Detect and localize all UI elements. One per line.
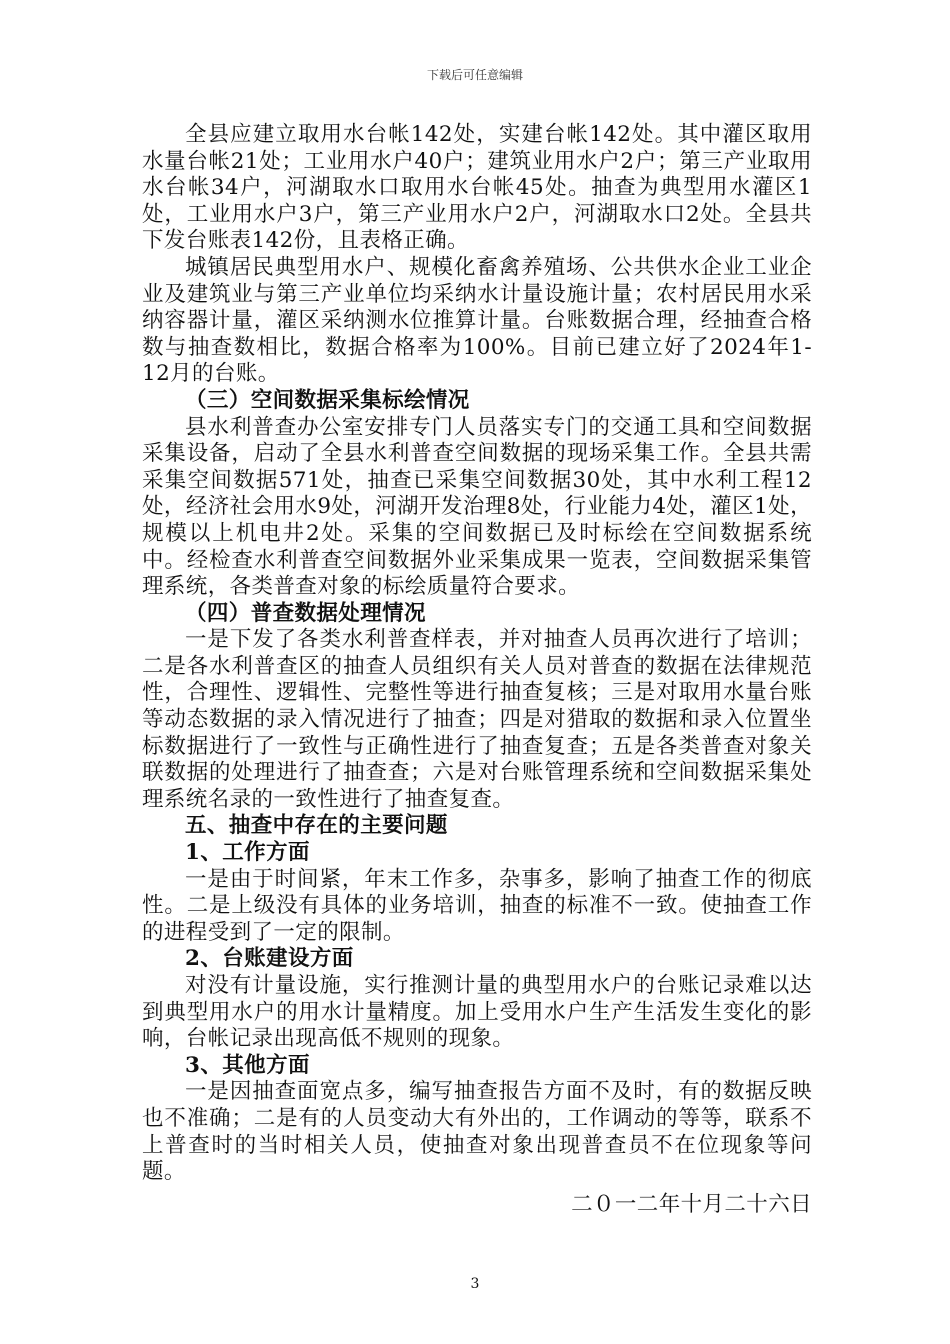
heading-main-problems: 五、抽查中存在的主要问题 [185, 813, 448, 839]
heading-work-aspect: 1、工作方面 [185, 840, 310, 866]
paragraph-ledger-count: 全县应建立取用水台帐142处，实建台帐142处。其中灌区取用水量台帐21处；工业用水户40户；建筑业用水户2户；第三产业取用水台帐34户，河湖取水口取用水台帐45处。抽查为典型用水灌区1处，工业用水户3户，第三产业用水户2户，河湖取水口2处。全县共下发台账表142份，且表格正确。 [142, 122, 812, 254]
paragraph-work-aspect: 一是由于时间紧，年末工作多，杂事多，影响了抽查工作的彻底性。二是上级没有具体的业务培训，抽查的标准不一致。使抽查工作的进程受到了一定的限制。 [142, 866, 812, 945]
document-date: 二０一二年十月二十六日 [571, 1191, 812, 1217]
paragraph-data-processing: 一是下发了各类水利普查样表，并对抽查人员再次进行了培训；二是各水利普查区的抽查人员组织有关人员对普查的数据在法律规范性，合理性、逻辑性、完整性等进行抽查复核；三是对取用水量台账等动态数据的录入情况进行了抽查；四是对猎取的数据和录入位置坐标数据进行了一致性与正确性进行了抽查复查；五是各类普查对象关联数据的处理进行了抽查查；六是对台账管理系统和空间数据采集处理系统名录的一致性进行了抽查复查。 [142, 627, 812, 812]
page-number: 3 [470, 1276, 480, 1292]
heading-spatial-data: （三）空间数据采集标绘情况 [185, 387, 470, 413]
paragraph-spatial-data: 县水利普查办公室安排专门人员落实专门的交通工具和空间数据采集设备，启动了全县水利普查空间数据的现场采集工作。全县共需采集空间数据571处，抽查已采集空间数据30处，其中水利工程12处，经济社会用水9处，河湖开发治理8处，行业能力4处，灌区1处，规模以上机电井2处。采集的空间数据已及时标绘在空间数据系统中。经检查水利普查空间数据外业采集成果一览表，空间数据采集管理系统，各类普查对象的标绘质量符合要求。 [142, 414, 812, 600]
paragraph-ledger-aspect: 对没有计量设施，实行推测计量的典型用水户的台账记录难以达到典型用水户的用水计量精度。加上受用水户生产生活发生变化的影响，台帐记录出现高低不规则的现象。 [142, 973, 812, 1052]
paragraph-other-aspect: 一是因抽查面宽点多，编写抽查报告方面不及时，有的数据反映也不准确；二是有的人员变动大有外出的，工作调动的等等，联系不上普查时的当时相关人员，使抽查对象出现普查员不在位现象等问题。 [142, 1079, 812, 1185]
paragraph-metering: 城镇居民典型用水户、规模化畜禽养殖场、公共供水企业工业企业及建筑业与第三产业单位均采纳水计量设施计量；农村居民用水采纳容器计量，灌区采纳测水位推算计量。台账数据合理，经抽查合格数与抽查数相比，数据合格率为100%。目前已建立好了2024年1-12月的台账。 [142, 254, 812, 387]
page-header-note: 下载后可任意编辑 [426, 68, 523, 82]
heading-ledger-aspect: 2、台账建设方面 [185, 946, 354, 972]
document-body [142, 122, 812, 1218]
heading-data-processing: （四）普查数据处理情况 [185, 600, 426, 626]
heading-other-aspect: 3、其他方面 [185, 1052, 310, 1078]
